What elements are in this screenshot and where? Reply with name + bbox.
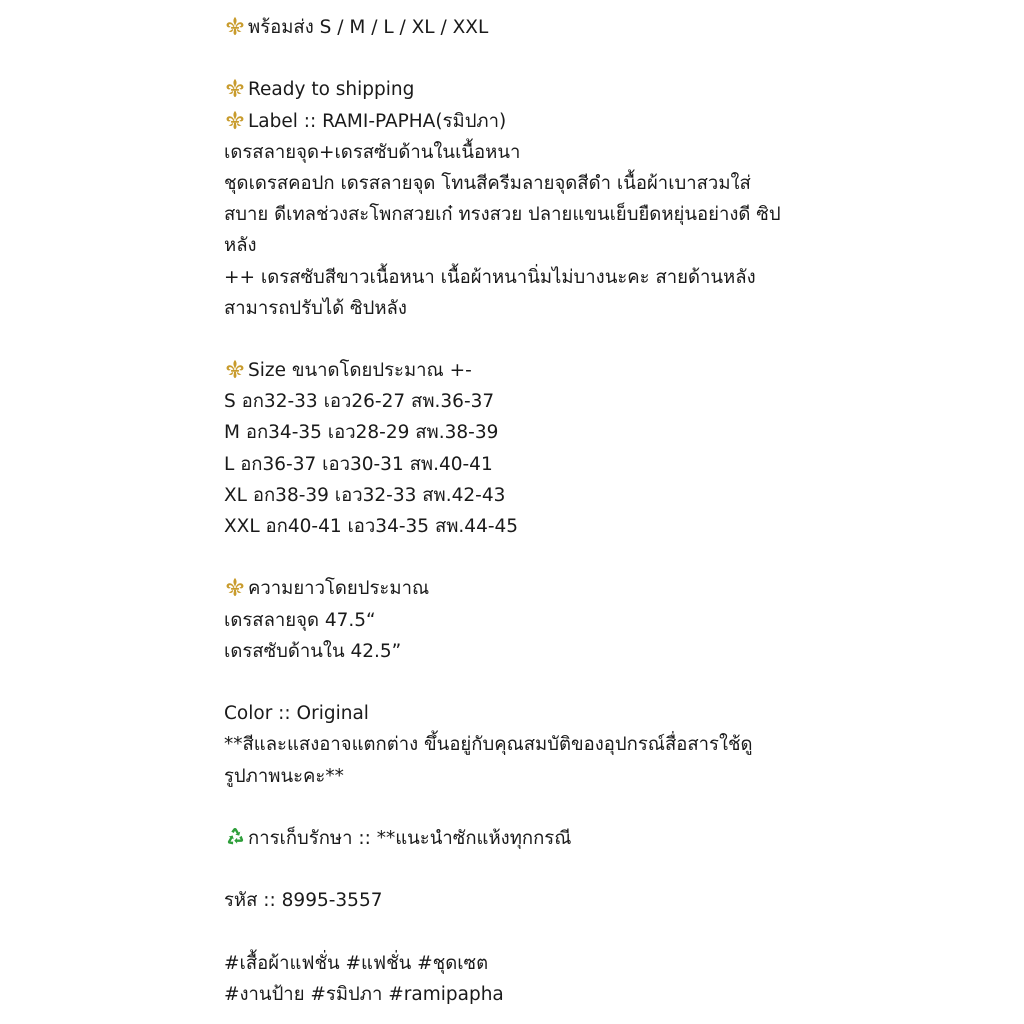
recycle-icon <box>224 826 246 848</box>
line-text: ความยาวโดยประมาณ <box>248 578 430 600</box>
line-text: การเก็บรักษา :: **แนะนำซักแห้งทุกกรณี <box>248 827 572 849</box>
line-text: Ready to shipping <box>248 79 415 101</box>
text-line <box>224 262 824 293</box>
text-line <box>224 698 824 729</box>
line-text: Color :: Original <box>224 703 369 725</box>
text-line <box>224 74 824 105</box>
line-text: พร้อมส่ง S / M / L / XL / XXL <box>248 17 489 38</box>
text-line <box>224 355 824 386</box>
text-line <box>224 386 824 417</box>
line-text: รูปภาพนะคะ** <box>224 765 344 787</box>
product-description <box>224 12 824 1010</box>
fleur-de-lis-icon <box>224 77 246 99</box>
text-line <box>224 293 824 324</box>
text-line <box>224 449 824 480</box>
line-text: XXL อก40-41 เอว34-35 สพ.44-45 <box>224 516 519 537</box>
text-line <box>224 823 824 854</box>
text-line <box>224 948 824 979</box>
blank-line <box>224 324 824 355</box>
text-line <box>224 417 824 448</box>
text-line <box>224 885 824 916</box>
text-line <box>224 636 824 667</box>
line-text: Size ขนาดโดยประมาณ +- <box>248 360 472 382</box>
text-line <box>224 511 824 542</box>
text-line <box>224 761 824 792</box>
line-text: #เสื้อผ้าแฟชั่น #แฟชั่น #ชุดเซต <box>224 952 489 974</box>
text-line <box>224 230 824 261</box>
text-line <box>224 106 824 137</box>
text-line <box>224 168 824 199</box>
fleur-de-lis-icon <box>224 358 246 380</box>
line-text: S อก32-33 เอว26-27 สพ.36-37 <box>224 391 495 413</box>
line-text: Label :: RAMI-PAPHA(รมิปภา) <box>248 110 507 132</box>
line-text: เดรสลายจุด 47.5“ <box>224 609 376 631</box>
text-line <box>224 12 824 43</box>
line-text: หลัง <box>224 235 257 257</box>
text-line <box>224 979 824 1010</box>
fleur-de-lis-icon <box>224 109 246 131</box>
line-text: L อก36-37 เอว30-31 สพ.40-41 <box>224 453 493 475</box>
text-line <box>224 199 824 230</box>
fleur-de-lis-icon <box>224 576 246 598</box>
line-text: XL อก38-39 เอว32-33 สพ.42-43 <box>224 484 506 506</box>
line-text: สบาย ดีเทลช่วงสะโพกสวยเก๋ ทรงสวย ปลายแขนเย็บยืดหยุ่นอย่างดี ซิป <box>224 204 781 226</box>
line-text: รหัส :: 8995-3557 <box>224 890 383 912</box>
blank-line <box>224 916 824 947</box>
blank-line <box>224 667 824 698</box>
text-line <box>224 573 824 604</box>
fleur-de-lis-icon <box>224 15 246 37</box>
text-line <box>224 480 824 511</box>
blank-line <box>224 792 824 823</box>
line-text: เดรสซับด้านใน 42.5” <box>224 640 402 662</box>
blank-line <box>224 43 824 74</box>
line-text: **สีและแสงอาจแตกต่าง ขึ้นอยู่กับคุณสมบัติของอุปกรณ์สื่อสารใช้ดู <box>224 734 753 756</box>
line-text: #งานป้าย #รมิปภา #ramipapha <box>224 983 504 1005</box>
line-text: สามารถปรับได้ ซิปหลัง <box>224 297 407 319</box>
line-text: ++ เดรสซับสีขาวเนื้อหนา เนื้อผ้าหนานิ่มไม่บางนะคะ สายด้านหลัง <box>224 266 756 288</box>
line-text: เดรสลายจุด+เดรสซับด้านในเนื้อหนา <box>224 141 521 163</box>
text-line <box>224 729 824 760</box>
line-text: M อก34-35 เอว28-29 สพ.38-39 <box>224 422 499 444</box>
line-text: ชุดเดรสคอปก เดรสลายจุด โทนสีครีมลายจุดสีดำ เนื้อผ้าเบาสวมใส่ <box>224 172 751 194</box>
blank-line <box>224 542 824 573</box>
text-line <box>224 605 824 636</box>
text-line <box>224 137 824 168</box>
blank-line <box>224 854 824 885</box>
